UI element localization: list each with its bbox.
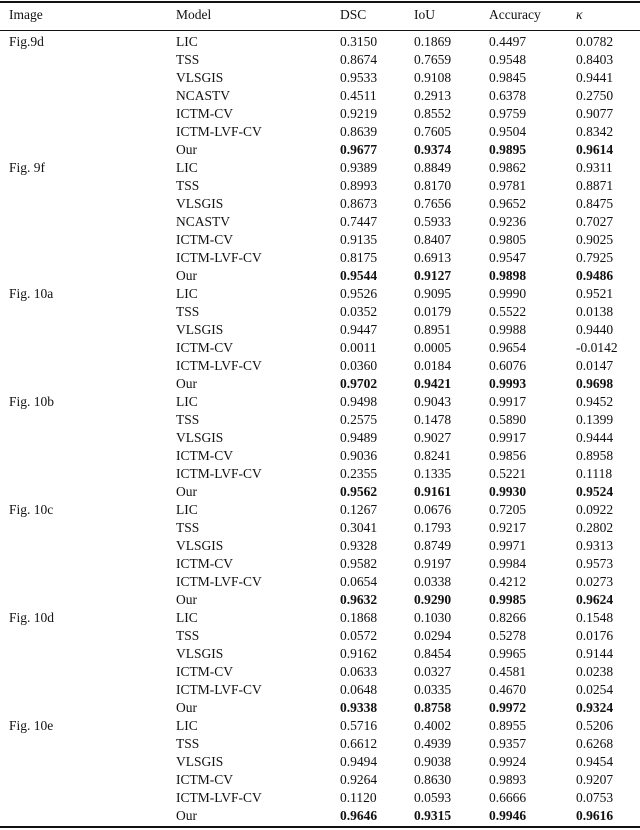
iou-cell: 0.8758 [414, 700, 452, 715]
header-image: Image [9, 7, 43, 22]
header-model: Model [176, 7, 212, 22]
kappa-cell: 0.0147 [576, 358, 614, 373]
iou-cell: 0.7656 [414, 196, 452, 211]
kappa-cell: 0.8475 [576, 196, 614, 211]
dsc-cell: 0.9219 [340, 106, 378, 121]
dsc-cell: 0.0633 [340, 664, 378, 679]
model-cell: VLSGIS [176, 322, 224, 337]
iou-cell: 0.5933 [414, 214, 452, 229]
iou-cell: 0.6913 [414, 250, 452, 265]
table-row [0, 51, 640, 69]
dsc-cell: 0.8673 [340, 196, 378, 211]
iou-cell: 0.8630 [414, 772, 452, 787]
dsc-cell: 0.9646 [340, 808, 378, 823]
kappa-cell: 0.0238 [576, 664, 614, 679]
accuracy-cell: 0.9547 [489, 250, 527, 265]
accuracy-cell: 0.9893 [489, 772, 527, 787]
iou-cell: 0.1478 [414, 412, 452, 427]
iou-cell: 0.7605 [414, 124, 452, 139]
table-row [0, 195, 640, 213]
kappa-cell: 0.9454 [576, 754, 614, 769]
iou-cell: 0.9095 [414, 286, 452, 301]
kappa-cell: 0.0254 [576, 682, 614, 697]
kappa-cell: 0.1399 [576, 412, 614, 427]
image-cell: Fig. 10c [9, 502, 54, 517]
dsc-cell: 0.0352 [340, 304, 378, 319]
model-cell: Our [176, 268, 197, 283]
iou-cell: 0.8241 [414, 448, 452, 463]
iou-cell: 0.9038 [414, 754, 452, 769]
kappa-cell: 0.0176 [576, 628, 614, 643]
header-iou: IoU [414, 7, 435, 22]
kappa-cell: 0.5206 [576, 718, 614, 733]
table-row [0, 681, 640, 699]
kappa-cell: 0.9452 [576, 394, 614, 409]
table-row [0, 303, 640, 321]
accuracy-cell: 0.9946 [489, 808, 527, 823]
iou-cell: 0.0179 [414, 304, 452, 319]
dsc-cell: 0.3150 [340, 34, 378, 49]
dsc-cell: 0.2575 [340, 412, 378, 427]
accuracy-cell: 0.9652 [489, 196, 527, 211]
kappa-cell: 0.0138 [576, 304, 614, 319]
iou-cell: 0.0593 [414, 790, 452, 805]
model-cell: LIC [176, 34, 198, 49]
table-row [0, 339, 640, 357]
dsc-cell: 0.7447 [340, 214, 378, 229]
table-row [0, 699, 640, 717]
model-cell: VLSGIS [176, 70, 224, 85]
kappa-cell: 0.1548 [576, 610, 614, 625]
image-cell: Fig. 10b [9, 394, 55, 409]
dsc-cell: 0.2355 [340, 466, 378, 481]
dsc-cell: 0.9562 [340, 484, 378, 499]
kappa-cell: 0.0782 [576, 34, 614, 49]
top-rule [0, 1, 640, 3]
kappa-cell: 0.9144 [576, 646, 614, 661]
accuracy-cell: 0.9965 [489, 646, 527, 661]
accuracy-cell: 0.5522 [489, 304, 527, 319]
model-cell: TSS [176, 412, 200, 427]
iou-cell: 0.9108 [414, 70, 452, 85]
iou-cell: 0.8407 [414, 232, 452, 247]
model-cell: LIC [176, 286, 198, 301]
model-cell: TSS [176, 52, 200, 67]
dsc-cell: 0.9489 [340, 430, 378, 445]
iou-cell: 0.9027 [414, 430, 452, 445]
table-row [0, 645, 640, 663]
kappa-cell: -0.0142 [576, 340, 618, 355]
kappa-cell: 0.9444 [576, 430, 614, 445]
kappa-cell: 0.9573 [576, 556, 614, 571]
kappa-cell: 0.9486 [576, 268, 614, 283]
model-cell: VLSGIS [176, 196, 224, 211]
model-cell: VLSGIS [176, 754, 224, 769]
table-row [0, 537, 640, 555]
header-kappa: κ [576, 7, 583, 22]
iou-cell: 0.9421 [414, 376, 452, 391]
accuracy-cell: 0.9984 [489, 556, 527, 571]
mid-rule [0, 30, 640, 31]
image-cell: Fig.9d [9, 34, 44, 49]
kappa-cell: 0.9324 [576, 700, 614, 715]
table-row [0, 33, 640, 51]
table-row [0, 123, 640, 141]
dsc-cell: 0.8993 [340, 178, 378, 193]
dsc-cell: 0.8639 [340, 124, 378, 139]
iou-cell: 0.1793 [414, 520, 452, 535]
table-row [0, 105, 640, 123]
model-cell: Our [176, 592, 197, 607]
accuracy-cell: 0.9548 [489, 52, 527, 67]
accuracy-cell: 0.9990 [489, 286, 527, 301]
header-accuracy: Accuracy [489, 7, 541, 22]
table-row [0, 267, 640, 285]
model-cell: Our [176, 484, 197, 499]
model-cell: LIC [176, 502, 198, 517]
iou-cell: 0.2913 [414, 88, 452, 103]
iou-cell: 0.0005 [414, 340, 452, 355]
kappa-cell: 0.7027 [576, 214, 614, 229]
kappa-cell: 0.9207 [576, 772, 614, 787]
table-row [0, 771, 640, 789]
table-row [0, 447, 640, 465]
table-row [0, 141, 640, 159]
dsc-cell: 0.9264 [340, 772, 378, 787]
iou-cell: 0.0184 [414, 358, 452, 373]
kappa-cell: 0.0922 [576, 502, 614, 517]
kappa-cell: 0.9614 [576, 142, 614, 157]
kappa-cell: 0.9521 [576, 286, 614, 301]
dsc-cell: 0.0572 [340, 628, 378, 643]
table-row [0, 627, 640, 645]
model-cell: Our [176, 376, 197, 391]
accuracy-cell: 0.9993 [489, 376, 527, 391]
dsc-cell: 0.1868 [340, 610, 378, 625]
table-row [0, 465, 640, 483]
dsc-cell: 0.9338 [340, 700, 378, 715]
kappa-cell: 0.8958 [576, 448, 614, 463]
accuracy-cell: 0.9917 [489, 394, 527, 409]
kappa-cell: 0.9025 [576, 232, 614, 247]
model-cell: ICTM-CV [176, 106, 233, 121]
model-cell: ICTM-LVF-CV [176, 466, 262, 481]
accuracy-cell: 0.6378 [489, 88, 527, 103]
kappa-cell: 0.9311 [576, 160, 613, 175]
kappa-cell: 0.2750 [576, 88, 614, 103]
dsc-cell: 0.9389 [340, 160, 378, 175]
dsc-cell: 0.1267 [340, 502, 378, 517]
table-row [0, 357, 640, 375]
accuracy-cell: 0.5890 [489, 412, 527, 427]
table-row [0, 789, 640, 807]
model-cell: TSS [176, 304, 200, 319]
iou-cell: 0.7659 [414, 52, 452, 67]
iou-cell: 0.9315 [414, 808, 452, 823]
model-cell: TSS [176, 520, 200, 535]
model-cell: LIC [176, 610, 198, 625]
table-row [0, 519, 640, 537]
iou-cell: 0.9290 [414, 592, 452, 607]
table-row [0, 429, 640, 447]
model-cell: ICTM-LVF-CV [176, 574, 262, 589]
accuracy-cell: 0.9988 [489, 322, 527, 337]
table-row [0, 411, 640, 429]
model-cell: ICTM-CV [176, 232, 233, 247]
iou-cell: 0.9043 [414, 394, 452, 409]
dsc-cell: 0.9544 [340, 268, 378, 283]
model-cell: ICTM-CV [176, 664, 233, 679]
model-cell: ICTM-LVF-CV [176, 682, 262, 697]
model-cell: NCASTV [176, 88, 231, 103]
dsc-cell: 0.9582 [340, 556, 378, 571]
iou-cell: 0.8454 [414, 646, 452, 661]
iou-cell: 0.0338 [414, 574, 452, 589]
iou-cell: 0.9161 [414, 484, 452, 499]
iou-cell: 0.8170 [414, 178, 452, 193]
accuracy-cell: 0.9856 [489, 448, 527, 463]
accuracy-cell: 0.6666 [489, 790, 527, 805]
accuracy-cell: 0.9895 [489, 142, 527, 157]
kappa-cell: 0.6268 [576, 736, 614, 751]
accuracy-cell: 0.8266 [489, 610, 527, 625]
model-cell: LIC [176, 160, 198, 175]
table-row [0, 321, 640, 339]
table-row [0, 483, 640, 501]
model-cell: NCASTV [176, 214, 231, 229]
accuracy-cell: 0.9930 [489, 484, 527, 499]
dsc-cell: 0.9162 [340, 646, 378, 661]
kappa-cell: 0.9524 [576, 484, 614, 499]
bottom-rule [0, 826, 640, 828]
iou-cell: 0.8749 [414, 538, 452, 553]
header-dsc: DSC [340, 7, 367, 22]
accuracy-cell: 0.4497 [489, 34, 527, 49]
table-row [0, 249, 640, 267]
model-cell: ICTM-CV [176, 556, 233, 571]
iou-cell: 0.9374 [414, 142, 452, 157]
accuracy-cell: 0.9971 [489, 538, 527, 553]
image-cell: Fig. 9f [9, 160, 46, 175]
accuracy-cell: 0.9781 [489, 178, 527, 193]
table-row [0, 501, 640, 519]
model-cell: LIC [176, 394, 198, 409]
accuracy-cell: 0.9924 [489, 754, 527, 769]
kappa-cell: 0.1118 [576, 466, 613, 481]
iou-cell: 0.1335 [414, 466, 452, 481]
iou-cell: 0.8951 [414, 322, 452, 337]
iou-cell: 0.0676 [414, 502, 452, 517]
dsc-cell: 0.9632 [340, 592, 378, 607]
kappa-cell: 0.8871 [576, 178, 614, 193]
accuracy-cell: 0.4212 [489, 574, 527, 589]
dsc-cell: 0.9702 [340, 376, 378, 391]
accuracy-cell: 0.9845 [489, 70, 527, 85]
model-cell: TSS [176, 736, 200, 751]
iou-cell: 0.0294 [414, 628, 452, 643]
accuracy-cell: 0.9217 [489, 520, 527, 535]
table-row [0, 159, 640, 177]
kappa-cell: 0.2802 [576, 520, 614, 535]
table-row [0, 735, 640, 753]
dsc-cell: 0.0654 [340, 574, 378, 589]
dsc-cell: 0.0648 [340, 682, 378, 697]
table-row [0, 393, 640, 411]
model-cell: ICTM-LVF-CV [176, 250, 262, 265]
iou-cell: 0.8552 [414, 106, 452, 121]
table-row [0, 573, 640, 591]
table-row [0, 69, 640, 87]
model-cell: ICTM-CV [176, 448, 233, 463]
kappa-cell: 0.0273 [576, 574, 614, 589]
dsc-cell: 0.4511 [340, 88, 377, 103]
dsc-cell: 0.0011 [340, 340, 377, 355]
table-row [0, 213, 640, 231]
model-cell: ICTM-CV [176, 340, 233, 355]
table-row [0, 807, 640, 825]
accuracy-cell: 0.9898 [489, 268, 527, 283]
iou-cell: 0.0335 [414, 682, 452, 697]
kappa-cell: 0.9624 [576, 592, 614, 607]
image-cell: Fig. 10a [9, 286, 54, 301]
dsc-cell: 0.9526 [340, 286, 378, 301]
table-row [0, 375, 640, 393]
kappa-cell: 0.9440 [576, 322, 614, 337]
dsc-cell: 0.9677 [340, 142, 378, 157]
model-cell: ICTM-LVF-CV [176, 124, 262, 139]
dsc-cell: 0.9498 [340, 394, 378, 409]
accuracy-cell: 0.9805 [489, 232, 527, 247]
dsc-cell: 0.9533 [340, 70, 378, 85]
kappa-cell: 0.8403 [576, 52, 614, 67]
dsc-cell: 0.9036 [340, 448, 378, 463]
accuracy-cell: 0.9917 [489, 430, 527, 445]
dsc-cell: 0.9135 [340, 232, 378, 247]
image-cell: Fig. 10e [9, 718, 54, 733]
model-cell: LIC [176, 718, 198, 733]
iou-cell: 0.8849 [414, 160, 452, 175]
kappa-cell: 0.8342 [576, 124, 614, 139]
accuracy-cell: 0.9357 [489, 736, 527, 751]
accuracy-cell: 0.9862 [489, 160, 527, 175]
dsc-cell: 0.5716 [340, 718, 378, 733]
model-cell: ICTM-LVF-CV [176, 790, 262, 805]
accuracy-cell: 0.4670 [489, 682, 527, 697]
accuracy-cell: 0.9236 [489, 214, 527, 229]
model-cell: Our [176, 700, 197, 715]
iou-cell: 0.9197 [414, 556, 452, 571]
dsc-cell: 0.9494 [340, 754, 378, 769]
dsc-cell: 0.1120 [340, 790, 377, 805]
kappa-cell: 0.9077 [576, 106, 614, 121]
model-cell: VLSGIS [176, 538, 224, 553]
accuracy-cell: 0.6076 [489, 358, 527, 373]
iou-cell: 0.9127 [414, 268, 452, 283]
table-row [0, 609, 640, 627]
header-row [0, 6, 640, 24]
dsc-cell: 0.8674 [340, 52, 378, 67]
model-cell: VLSGIS [176, 646, 224, 661]
accuracy-cell: 0.5221 [489, 466, 527, 481]
iou-cell: 0.1030 [414, 610, 452, 625]
kappa-cell: 0.9313 [576, 538, 614, 553]
dsc-cell: 0.0360 [340, 358, 378, 373]
table-row [0, 231, 640, 249]
model-cell: Our [176, 142, 197, 157]
table-row [0, 285, 640, 303]
accuracy-cell: 0.9654 [489, 340, 527, 355]
accuracy-cell: 0.9972 [489, 700, 527, 715]
dsc-cell: 0.9328 [340, 538, 378, 553]
kappa-cell: 0.9698 [576, 376, 614, 391]
accuracy-cell: 0.9504 [489, 124, 527, 139]
dsc-cell: 0.6612 [340, 736, 378, 751]
kappa-cell: 0.9441 [576, 70, 614, 85]
image-cell: Fig. 10d [9, 610, 55, 625]
model-cell: TSS [176, 628, 200, 643]
table-row [0, 591, 640, 609]
accuracy-cell: 0.8955 [489, 718, 527, 733]
kappa-cell: 0.0753 [576, 790, 614, 805]
accuracy-cell: 0.4581 [489, 664, 527, 679]
model-cell: ICTM-LVF-CV [176, 358, 262, 373]
table-row [0, 87, 640, 105]
table-row [0, 177, 640, 195]
iou-cell: 0.4939 [414, 736, 452, 751]
model-cell: VLSGIS [176, 430, 224, 445]
accuracy-cell: 0.7205 [489, 502, 527, 517]
model-cell: Our [176, 808, 197, 823]
table-row [0, 753, 640, 771]
dsc-cell: 0.8175 [340, 250, 378, 265]
dsc-cell: 0.3041 [340, 520, 378, 535]
kappa-cell: 0.9616 [576, 808, 614, 823]
iou-cell: 0.4002 [414, 718, 452, 733]
accuracy-cell: 0.9759 [489, 106, 527, 121]
accuracy-cell: 0.9985 [489, 592, 527, 607]
table-row [0, 663, 640, 681]
model-cell: TSS [176, 178, 200, 193]
accuracy-cell: 0.5278 [489, 628, 527, 643]
iou-cell: 0.1869 [414, 34, 452, 49]
dsc-cell: 0.9447 [340, 322, 378, 337]
table-row [0, 555, 640, 573]
kappa-cell: 0.7925 [576, 250, 614, 265]
table-row [0, 717, 640, 735]
iou-cell: 0.0327 [414, 664, 452, 679]
model-cell: ICTM-CV [176, 772, 233, 787]
